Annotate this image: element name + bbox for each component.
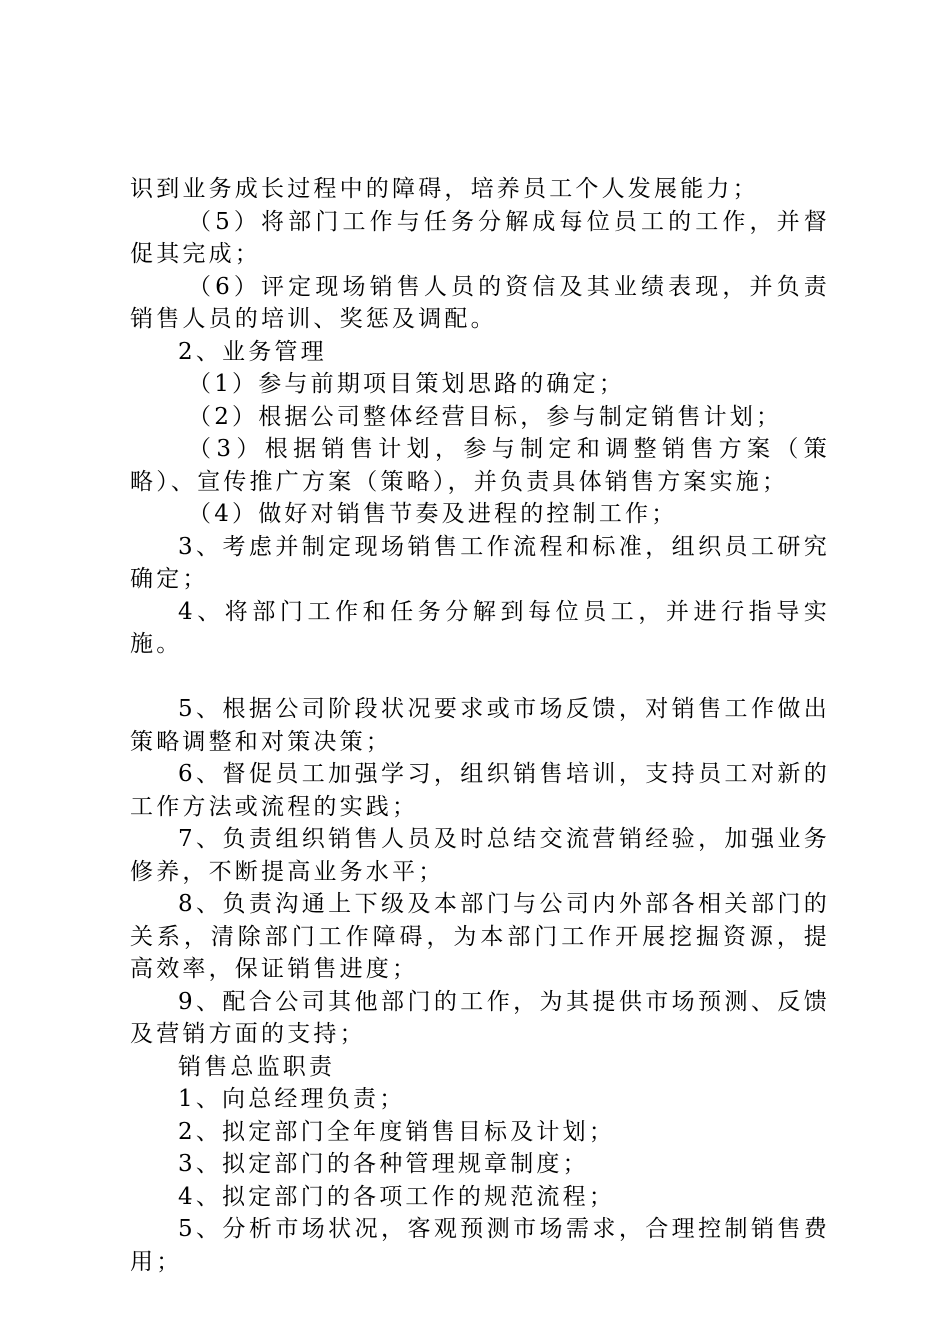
paragraph-sub-2: （2）根据公司整体经营目标，参与制定销售计划； bbox=[188, 403, 783, 430]
duty-item-4: 4、拟定部门的各项工作的规范流程； bbox=[178, 1183, 616, 1210]
paragraph-item-5b: 5、根据公司阶段状况要求或市场反馈，对销售工作做出策略调整和对策决策； bbox=[130, 696, 830, 755]
paragraph-item-4: 4、将部门工作和任务分解到每位员工，并进行指导实施。 bbox=[130, 598, 830, 657]
document-body bbox=[130, 173, 830, 1278]
duty-item-1: 1、向总经理负责； bbox=[178, 1086, 406, 1112]
paragraph-sub-3: （3）根据销售计划，参与制定和调整销售方案（策略）、宣传推广方案（策略），并负责具体销售方案实施； bbox=[130, 436, 830, 495]
paragraph-item-6b: 6、督促员工加强学习，组织销售培训，支持员工对新的工作方法或流程的实践； bbox=[130, 761, 830, 820]
paragraph-item-7: 7、负责组织销售人员及时总结交流营销经验，加强业务修养，不断提高业务水平； bbox=[130, 826, 830, 885]
paragraph-sub-4: （4）做好对销售节奏及进程的控制工作； bbox=[188, 501, 678, 527]
paragraph-sub-1: （1）参与前期项目策划思路的确定； bbox=[188, 371, 626, 397]
blank-line bbox=[130, 661, 830, 694]
paragraph-item-6: （6）评定现场销售人员的资信及其业绩表现，并负责销售人员的培训、奖惩及调配。 bbox=[130, 273, 830, 332]
paragraph-item-9: 9、配合公司其他部门的工作，为其提供市场预测、反馈及营销方面的支持； bbox=[130, 988, 830, 1047]
paragraph-continuation: 识到业务成长过程中的障碍，培养员工个人发展能力； bbox=[130, 176, 759, 202]
paragraph-item-3: 3、考虑并制定现场销售工作流程和标准，组织员工研究确定； bbox=[130, 533, 830, 592]
paragraph-item-8: 8、负责沟通上下级及本部门与公司内外部各相关部门的关系，清除部门工作障碍，为本部门工作开展挖掘资源，提高效率，保证销售进度； bbox=[130, 891, 830, 982]
section-heading-business-management: 2、业务管理 bbox=[178, 338, 327, 365]
paragraph-item-5: （5）将部门工作与任务分解成每位员工的工作，并督促其完成； bbox=[130, 208, 830, 267]
section-heading-sales-director: 销售总监职责 bbox=[178, 1053, 336, 1080]
duty-item-3: 3、拟定部门的各种管理规章制度； bbox=[178, 1151, 589, 1177]
duty-item-2: 2、拟定部门全年度销售目标及计划； bbox=[178, 1118, 616, 1145]
duty-item-5: 5、分析市场状况，客观预测市场需求，合理控制销售费用； bbox=[130, 1216, 830, 1275]
